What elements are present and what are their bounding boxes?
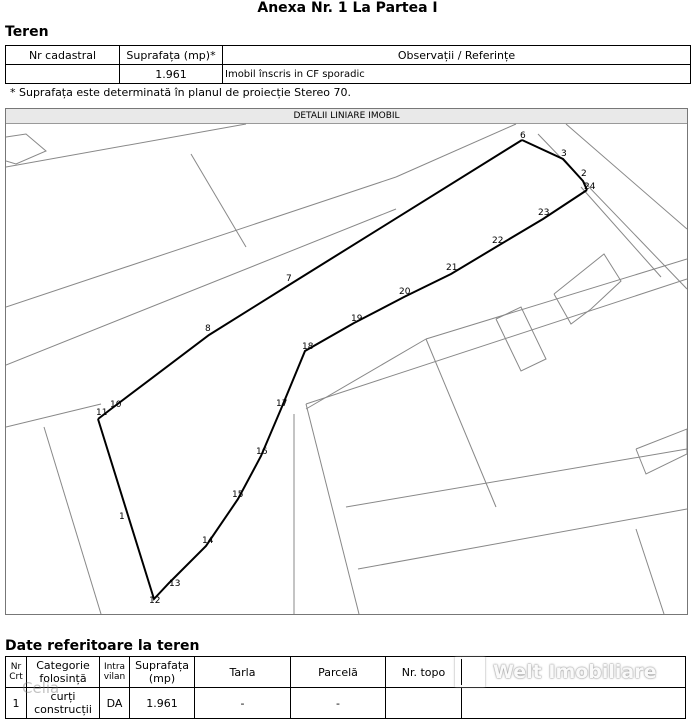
projection-note: * Suprafața este determinată în planul de proiecție Stereo 70.	[10, 86, 352, 99]
cell-parcela: -	[291, 688, 386, 719]
cell-suprafata: 1.961	[120, 65, 223, 84]
cadastral-plan	[5, 108, 688, 615]
cell-nr-crt: 1	[6, 688, 27, 719]
plan-drawing	[6, 109, 687, 614]
point-label-16: 16	[256, 447, 268, 457]
point-label-6: 6	[520, 131, 526, 141]
cell-observatii: Imobil înscris in CF sporadic	[223, 65, 691, 84]
annex-title: Anexa Nr. 1 La Partea I	[257, 0, 438, 16]
section-teren-heading: Teren	[5, 24, 49, 40]
cell-nr-cadastral	[6, 65, 120, 84]
point-label-15: 15	[232, 490, 244, 500]
cell-intravilan: DA	[100, 688, 130, 719]
cell-tarla: -	[195, 688, 291, 719]
watermark-logo-icon	[455, 657, 485, 687]
point-label-24: 24	[584, 182, 596, 192]
col-tarla: Tarla	[195, 657, 291, 688]
cell-nr-topo	[386, 688, 462, 719]
col-observatii: Observații / Referințe	[223, 46, 691, 65]
point-label-8: 8	[205, 324, 211, 334]
col-nr-topo: Nr. topo	[386, 657, 462, 688]
parcel-boundary	[98, 140, 587, 599]
point-label-12: 12	[149, 596, 161, 606]
point-label-23: 23	[538, 208, 550, 218]
point-label-7: 7	[286, 274, 292, 284]
cell-suprafata-teren: 1.961	[130, 688, 195, 719]
cell-categorie: curți construcții	[27, 688, 100, 719]
teren-table	[5, 45, 691, 84]
col-nr-cadastral: Nr cadastral	[6, 46, 120, 65]
point-label-20: 20	[399, 287, 411, 297]
col-suprafata: Suprafața (mp)*	[120, 46, 223, 65]
teren-table-header	[6, 46, 691, 65]
point-label-21: 21	[446, 263, 458, 273]
col-nr-crt: Nr Crt	[6, 657, 27, 688]
point-label-19: 19	[351, 314, 363, 324]
neighbour-lines	[6, 124, 687, 614]
point-label-11: 11	[96, 408, 108, 418]
point-label-1: 1	[119, 512, 125, 522]
point-labels	[96, 131, 596, 606]
section-date-heading: Date referitoare la teren	[5, 638, 200, 654]
point-label-2: 2	[581, 169, 587, 179]
col-suprafata-teren: Suprafața (mp)	[130, 657, 195, 688]
col-intravilan: Intra vilan	[100, 657, 130, 688]
watermark	[455, 651, 685, 693]
point-label-18: 18	[302, 342, 314, 352]
col-parcela: Parcelă	[291, 657, 386, 688]
point-label-13: 13	[169, 579, 181, 589]
stamp-mark: Celia	[22, 679, 60, 697]
point-label-22: 22	[492, 236, 504, 246]
teren-table-row	[6, 65, 691, 84]
point-label-17: 17	[276, 399, 288, 409]
point-label-14: 14	[202, 536, 214, 546]
watermark-text: Welt Imobiliare	[493, 661, 657, 683]
point-label-10: 10	[110, 400, 122, 410]
col-categorie: Categorie folosință	[27, 657, 100, 688]
point-label-3: 3	[561, 149, 567, 159]
plan-caption: DETALII LINIARE IMOBIL	[6, 109, 687, 124]
